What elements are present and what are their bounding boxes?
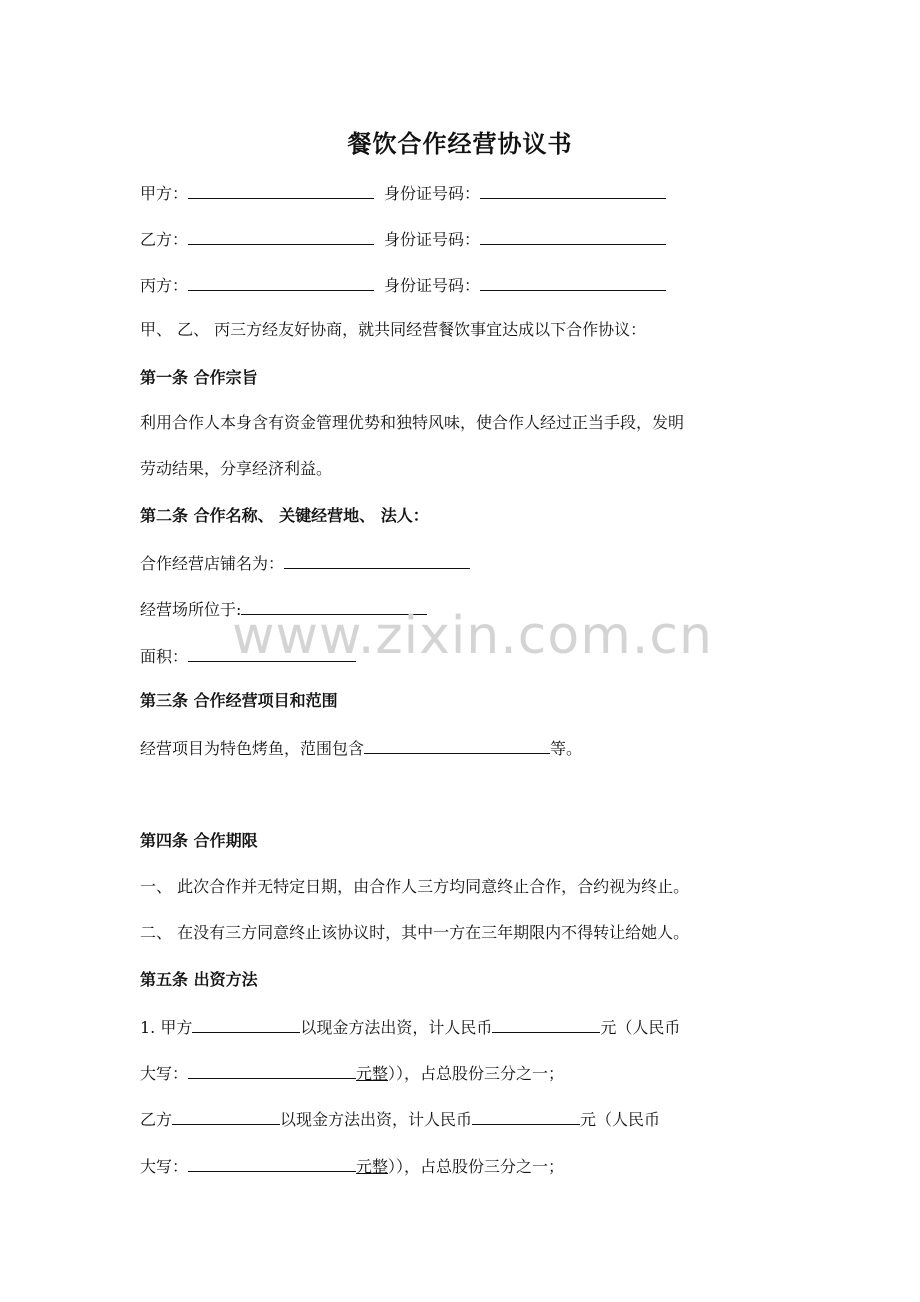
investment-rmb-text: 元（人民币 [600, 1018, 681, 1037]
article-5-heading: 第五条 出资方法 [140, 970, 258, 989]
intro-text: 甲、 乙、 丙三方经友好协商，就共同经营餐饮事宜达成以下合作协议： [140, 320, 647, 339]
share-text: ）），占总股份三分之一； [388, 1157, 565, 1176]
article-4-item-1: 一、 此次合作并无特定日期，由合作人三方均同意终止合作，合约视为终止。 [140, 877, 690, 896]
investment-jia-label: 1. 甲方 [140, 1018, 193, 1037]
party-bing-label: 丙方： [140, 276, 189, 295]
daxie-label: 大写： [140, 1157, 189, 1176]
yuanzheng-text: 元整 [356, 1157, 389, 1176]
article-2-heading: 第二条 合作名称、 关键经营地、 法人： [140, 506, 429, 525]
party-jia-id-blank [480, 182, 666, 199]
article-1-heading: 第一条 合作宗旨 [140, 368, 258, 387]
party-jia-label: 甲方： [140, 184, 189, 203]
id-label: 身份证号码： [384, 276, 481, 295]
investment-jia-daxie-row [140, 1062, 564, 1084]
scope-blank [364, 737, 550, 754]
share-text: ）），占总股份三分之一； [388, 1064, 565, 1083]
place-label: 经营场所位于: [140, 600, 242, 619]
party-bing-blank [188, 274, 374, 291]
daxie-blank [188, 1155, 356, 1172]
party-jia-blank [188, 182, 374, 199]
party-bing-row [140, 274, 666, 296]
article-4-heading: 第四条 合作期限 [140, 831, 258, 850]
scope-text-a: 经营项目为特色烤鱼，范围包含 [140, 739, 365, 758]
shop-name-blank [284, 552, 470, 569]
id-label: 身份证号码： [384, 184, 481, 203]
document-title: 餐饮合作经营协议书 [347, 130, 573, 158]
article-4-item-2: 二、 在没有三方同意终止该协议时，其中一方在三年期限内不得转让给她人。 [140, 923, 690, 942]
investment-jia-row [140, 1016, 680, 1038]
party-yi-blank [188, 228, 374, 245]
investment-yi-amount-blank [472, 1108, 580, 1125]
investment-jia-amount-blank [492, 1016, 600, 1033]
article-1-text-line-2: 劳动结果，分享经济利益。 [140, 459, 333, 478]
daxie-blank [188, 1062, 356, 1079]
scope-text-b: 等。 [550, 739, 583, 758]
party-jia-row [140, 182, 666, 204]
party-yi-id-blank [480, 228, 666, 245]
party-bing-id-blank [480, 274, 666, 291]
id-label: 身份证号码： [384, 230, 481, 249]
daxie-label: 大写： [140, 1064, 189, 1083]
investment-cash-text: 以现金方法出资，计人民币 [280, 1110, 473, 1129]
party-yi-row [140, 228, 666, 250]
investment-yi-label: 乙方 [140, 1110, 173, 1129]
investment-yi-row [140, 1108, 660, 1130]
investment-jia-blank [192, 1016, 300, 1033]
investment-rmb-text: 元（人民币 [580, 1110, 661, 1129]
article-3-text [140, 737, 582, 759]
article-1-text-line-1: 利用合作人本身含有资金管理优势和独特风味，使合作人经过正当手段，发明 [140, 413, 685, 432]
area-label: 面积： [140, 647, 189, 666]
yuanzheng-text: 元整 [356, 1064, 389, 1083]
party-yi-label: 乙方： [140, 230, 189, 249]
article-3-heading: 第三条 合作经营项目和范围 [140, 691, 338, 710]
shop-name-label: 合作经营店铺名为： [140, 554, 285, 573]
investment-cash-text: 以现金方法出资，计人民币 [300, 1018, 493, 1037]
investment-yi-blank [172, 1108, 280, 1125]
shop-name-row [140, 552, 470, 574]
investment-yi-daxie-row [140, 1155, 564, 1177]
watermark: www.zixin.com.cn [232, 606, 713, 666]
